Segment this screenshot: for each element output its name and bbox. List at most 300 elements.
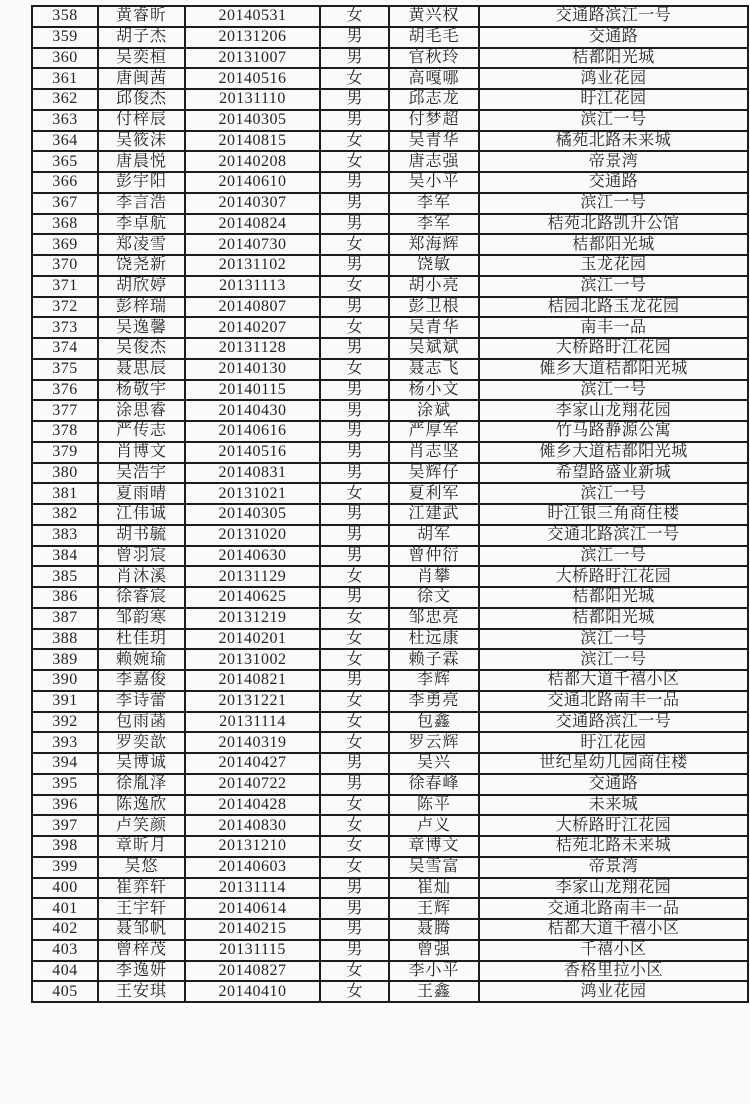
cell-gender: 女 [320, 857, 389, 878]
table-row [32, 338, 748, 359]
cell-gender: 女 [320, 981, 389, 1002]
table-row [32, 753, 748, 774]
table-row [32, 234, 748, 255]
cell-parent: 严厚军 [389, 421, 479, 442]
cell-name: 李言浩 [98, 193, 185, 214]
cell-no: 386 [32, 587, 98, 608]
cell-dob: 20131002 [185, 649, 320, 670]
cell-dob: 20140130 [185, 359, 320, 380]
cell-gender: 男 [320, 27, 389, 48]
cell-parent: 李小平 [389, 961, 479, 982]
cell-parent: 赖子霖 [389, 649, 479, 670]
cell-dob: 20131206 [185, 27, 320, 48]
cell-no: 359 [32, 27, 98, 48]
cell-address: 李家山龙翔花园 [479, 400, 748, 421]
cell-parent: 肖志坚 [389, 442, 479, 463]
cell-dob: 20131219 [185, 608, 320, 629]
cell-gender: 男 [320, 753, 389, 774]
cell-address: 未来城 [479, 795, 748, 816]
cell-dob: 20140305 [185, 504, 320, 525]
cell-name: 曾羽宸 [98, 546, 185, 567]
table-row [32, 421, 748, 442]
cell-name: 崔弈轩 [98, 878, 185, 899]
cell-name: 彭宇阳 [98, 172, 185, 193]
cell-dob: 20140603 [185, 857, 320, 878]
cell-name: 胡欣婷 [98, 276, 185, 297]
cell-name: 邹韵寒 [98, 608, 185, 629]
cell-address: 大桥路盱江花园 [479, 338, 748, 359]
table-row [32, 483, 748, 504]
cell-address: 交通路 [479, 27, 748, 48]
cell-dob: 20140827 [185, 961, 320, 982]
cell-parent: 彭卫根 [389, 297, 479, 318]
cell-gender: 男 [320, 878, 389, 899]
cell-parent: 胡小亮 [389, 276, 479, 297]
cell-dob: 20140208 [185, 151, 320, 172]
cell-no: 375 [32, 359, 98, 380]
cell-no: 404 [32, 961, 98, 982]
cell-name: 饶尧新 [98, 255, 185, 276]
cell-parent: 高嘎哪 [389, 68, 479, 89]
cell-name: 严传志 [98, 421, 185, 442]
table-row [32, 587, 748, 608]
cell-parent: 涂斌 [389, 400, 479, 421]
cell-address: 希望路盛业新城 [479, 463, 748, 484]
table-row [32, 27, 748, 48]
cell-no: 376 [32, 380, 98, 401]
table-row [32, 359, 748, 380]
cell-name: 吴奕桓 [98, 48, 185, 69]
cell-no: 358 [32, 6, 98, 27]
cell-dob: 20140215 [185, 919, 320, 940]
cell-address: 交通路滨江一号 [479, 712, 748, 733]
cell-address: 桔都阳光城 [479, 48, 748, 69]
cell-dob: 20131128 [185, 338, 320, 359]
cell-parent: 黄兴权 [389, 6, 479, 27]
cell-address: 盱江银三角商住楼 [479, 504, 748, 525]
cell-parent: 吴青华 [389, 317, 479, 338]
cell-name: 李逸妍 [98, 961, 185, 982]
cell-name: 徐睿宸 [98, 587, 185, 608]
table-row [32, 214, 748, 235]
cell-gender: 男 [320, 193, 389, 214]
cell-no: 378 [32, 421, 98, 442]
cell-dob: 20140807 [185, 297, 320, 318]
cell-dob: 20140830 [185, 815, 320, 836]
cell-no: 361 [32, 68, 98, 89]
cell-gender: 男 [320, 172, 389, 193]
cell-gender: 女 [320, 649, 389, 670]
cell-parent: 王鑫 [389, 981, 479, 1002]
cell-name: 涂思睿 [98, 400, 185, 421]
table-row [32, 89, 748, 110]
table-row [32, 898, 748, 919]
cell-name: 李卓航 [98, 214, 185, 235]
cell-no: 381 [32, 483, 98, 504]
table-row [32, 857, 748, 878]
cell-dob: 20131113 [185, 276, 320, 297]
cell-dob: 20131007 [185, 48, 320, 69]
cell-gender: 女 [320, 836, 389, 857]
cell-parent: 章博文 [389, 836, 479, 857]
cell-name: 胡子杰 [98, 27, 185, 48]
cell-dob: 20140410 [185, 981, 320, 1002]
cell-gender: 女 [320, 795, 389, 816]
cell-no: 396 [32, 795, 98, 816]
cell-parent: 罗云辉 [389, 732, 479, 753]
table-row [32, 380, 748, 401]
cell-name: 赖婉瑜 [98, 649, 185, 670]
table-row [32, 712, 748, 733]
cell-name: 罗奕歆 [98, 732, 185, 753]
cell-dob: 20140307 [185, 193, 320, 214]
table-row [32, 649, 748, 670]
cell-address: 交通路 [479, 172, 748, 193]
cell-parent: 聂志飞 [389, 359, 479, 380]
cell-address: 滨江一号 [479, 110, 748, 131]
cell-address: 交通北路南丰一品 [479, 691, 748, 712]
cell-no: 374 [32, 338, 98, 359]
table-row [32, 151, 748, 172]
cell-no: 367 [32, 193, 98, 214]
cell-address: 玉龙花园 [479, 255, 748, 276]
cell-name: 李嘉俊 [98, 670, 185, 691]
cell-parent: 肖攀 [389, 566, 479, 587]
student-roster-table [31, 5, 749, 1003]
cell-no: 363 [32, 110, 98, 131]
cell-address: 滨江一号 [479, 629, 748, 650]
table-row [32, 629, 748, 650]
cell-parent: 胡毛毛 [389, 27, 479, 48]
table-row [32, 878, 748, 899]
cell-name: 夏雨晴 [98, 483, 185, 504]
cell-gender: 男 [320, 546, 389, 567]
cell-name: 杨敬宇 [98, 380, 185, 401]
cell-name: 唐晨悦 [98, 151, 185, 172]
cell-no: 373 [32, 317, 98, 338]
cell-parent: 王辉 [389, 898, 479, 919]
cell-parent: 杨小文 [389, 380, 479, 401]
cell-name: 胡书毓 [98, 525, 185, 546]
cell-gender: 男 [320, 774, 389, 795]
table-row [32, 815, 748, 836]
cell-name: 曾梓茂 [98, 940, 185, 961]
cell-address: 大桥路盱江花园 [479, 815, 748, 836]
cell-gender: 男 [320, 89, 389, 110]
cell-address: 滨江一号 [479, 483, 748, 504]
cell-no: 385 [32, 566, 98, 587]
cell-address: 李家山龙翔花园 [479, 878, 748, 899]
cell-address: 桔都阳光城 [479, 234, 748, 255]
cell-address: 桔苑北路未来城 [479, 836, 748, 857]
cell-name: 卢笑颜 [98, 815, 185, 836]
cell-parent: 吴辉仔 [389, 463, 479, 484]
cell-gender: 男 [320, 255, 389, 276]
cell-address: 交通路 [479, 774, 748, 795]
cell-address: 橘苑北路未来城 [479, 131, 748, 152]
cell-parent: 江建武 [389, 504, 479, 525]
cell-gender: 男 [320, 463, 389, 484]
cell-gender: 男 [320, 338, 389, 359]
cell-dob: 20131020 [185, 525, 320, 546]
cell-no: 362 [32, 89, 98, 110]
cell-name: 黄睿昕 [98, 6, 185, 27]
cell-dob: 20131110 [185, 89, 320, 110]
cell-no: 380 [32, 463, 98, 484]
cell-name: 王安琪 [98, 981, 185, 1002]
cell-address: 桔都阳光城 [479, 608, 748, 629]
cell-parent: 吴小平 [389, 172, 479, 193]
table-row [32, 566, 748, 587]
cell-address: 帝景湾 [479, 151, 748, 172]
cell-parent: 吴斌斌 [389, 338, 479, 359]
cell-no: 397 [32, 815, 98, 836]
cell-address: 交通北路南丰一品 [479, 898, 748, 919]
cell-no: 383 [32, 525, 98, 546]
cell-name: 吴筱沫 [98, 131, 185, 152]
cell-address: 盱江花园 [479, 89, 748, 110]
cell-gender: 女 [320, 234, 389, 255]
cell-no: 360 [32, 48, 98, 69]
cell-dob: 20140207 [185, 317, 320, 338]
cell-address: 南丰一品 [479, 317, 748, 338]
cell-gender: 男 [320, 380, 389, 401]
cell-gender: 女 [320, 276, 389, 297]
cell-dob: 20140201 [185, 629, 320, 650]
cell-dob: 20140614 [185, 898, 320, 919]
cell-gender: 男 [320, 898, 389, 919]
cell-parent: 邹忠亮 [389, 608, 479, 629]
cell-dob: 20131114 [185, 712, 320, 733]
cell-gender: 女 [320, 131, 389, 152]
cell-gender: 男 [320, 919, 389, 940]
cell-dob: 20140815 [185, 131, 320, 152]
cell-dob: 20140831 [185, 463, 320, 484]
cell-gender: 男 [320, 504, 389, 525]
table-row [32, 400, 748, 421]
table-row [32, 774, 748, 795]
cell-gender: 男 [320, 214, 389, 235]
cell-gender: 男 [320, 442, 389, 463]
table-row [32, 836, 748, 857]
cell-dob: 20140305 [185, 110, 320, 131]
cell-no: 400 [32, 878, 98, 899]
cell-gender: 男 [320, 110, 389, 131]
cell-dob: 20131021 [185, 483, 320, 504]
table-row [32, 608, 748, 629]
cell-name: 陈逸欣 [98, 795, 185, 816]
table-row [32, 732, 748, 753]
cell-parent: 徐春峰 [389, 774, 479, 795]
cell-address: 滨江一号 [479, 546, 748, 567]
cell-address: 滨江一号 [479, 276, 748, 297]
cell-gender: 女 [320, 68, 389, 89]
cell-dob: 20140616 [185, 421, 320, 442]
cell-no: 399 [32, 857, 98, 878]
cell-parent: 唐志强 [389, 151, 479, 172]
cell-dob: 20140722 [185, 774, 320, 795]
cell-dob: 20140319 [185, 732, 320, 753]
cell-parent: 付梦超 [389, 110, 479, 131]
cell-no: 401 [32, 898, 98, 919]
cell-no: 384 [32, 546, 98, 567]
table-row [32, 795, 748, 816]
cell-parent: 聂腾 [389, 919, 479, 940]
cell-no: 405 [32, 981, 98, 1002]
cell-no: 393 [32, 732, 98, 753]
cell-dob: 20140516 [185, 442, 320, 463]
cell-dob: 20131210 [185, 836, 320, 857]
cell-dob: 20140115 [185, 380, 320, 401]
table-row [32, 691, 748, 712]
cell-gender: 女 [320, 608, 389, 629]
table-row [32, 919, 748, 940]
cell-no: 402 [32, 919, 98, 940]
cell-parent: 徐文 [389, 587, 479, 608]
cell-name: 吴博诚 [98, 753, 185, 774]
records-tbody [32, 6, 748, 1002]
table-row [32, 172, 748, 193]
cell-dob: 20140427 [185, 753, 320, 774]
cell-name: 邱俊杰 [98, 89, 185, 110]
cell-address: 香格里拉小区 [479, 961, 748, 982]
cell-parent: 吴雪富 [389, 857, 479, 878]
cell-address: 世纪星幼儿园商住楼 [479, 753, 748, 774]
cell-gender: 女 [320, 712, 389, 733]
cell-gender: 男 [320, 940, 389, 961]
cell-address: 傩乡大道桔都阳光城 [479, 442, 748, 463]
table-row [32, 48, 748, 69]
cell-no: 382 [32, 504, 98, 525]
table-row [32, 276, 748, 297]
cell-parent: 李军 [389, 193, 479, 214]
cell-gender: 男 [320, 670, 389, 691]
cell-parent: 吴兴 [389, 753, 479, 774]
cell-name: 杜佳玥 [98, 629, 185, 650]
table-row [32, 110, 748, 131]
cell-dob: 20131102 [185, 255, 320, 276]
cell-name: 唐闽茜 [98, 68, 185, 89]
cell-dob: 20140630 [185, 546, 320, 567]
cell-name: 聂思辰 [98, 359, 185, 380]
cell-name: 李诗蕾 [98, 691, 185, 712]
cell-dob: 20131115 [185, 940, 320, 961]
cell-parent: 郑海辉 [389, 234, 479, 255]
table-row [32, 525, 748, 546]
cell-parent: 夏利军 [389, 483, 479, 504]
cell-parent: 胡军 [389, 525, 479, 546]
cell-gender: 男 [320, 525, 389, 546]
cell-no: 391 [32, 691, 98, 712]
cell-gender: 男 [320, 400, 389, 421]
cell-address: 桔都阳光城 [479, 587, 748, 608]
cell-address: 滨江一号 [479, 193, 748, 214]
cell-name: 章昕月 [98, 836, 185, 857]
cell-gender: 男 [320, 48, 389, 69]
cell-address: 滨江一号 [479, 380, 748, 401]
cell-address: 大桥路盱江花园 [479, 566, 748, 587]
cell-name: 王宇轩 [98, 898, 185, 919]
cell-parent: 官秋玲 [389, 48, 479, 69]
cell-address: 交通北路滨江一号 [479, 525, 748, 546]
cell-dob: 20140610 [185, 172, 320, 193]
cell-name: 聂邹帆 [98, 919, 185, 940]
cell-name: 吴逸馨 [98, 317, 185, 338]
cell-no: 370 [32, 255, 98, 276]
cell-address: 鸿业花园 [479, 68, 748, 89]
cell-address: 桔都大道千禧小区 [479, 670, 748, 691]
table-row [32, 546, 748, 567]
cell-name: 吴俊杰 [98, 338, 185, 359]
cell-no: 390 [32, 670, 98, 691]
table-row [32, 297, 748, 318]
cell-dob: 20140516 [185, 68, 320, 89]
table-row [32, 68, 748, 89]
table-row [32, 961, 748, 982]
cell-no: 403 [32, 940, 98, 961]
cell-no: 368 [32, 214, 98, 235]
cell-parent: 卢义 [389, 815, 479, 836]
table-row [32, 131, 748, 152]
cell-no: 377 [32, 400, 98, 421]
cell-no: 371 [32, 276, 98, 297]
cell-name: 肖博文 [98, 442, 185, 463]
cell-dob: 20131114 [185, 878, 320, 899]
cell-address: 桔都大道千禧小区 [479, 919, 748, 940]
cell-no: 369 [32, 234, 98, 255]
cell-no: 364 [32, 131, 98, 152]
cell-no: 398 [32, 836, 98, 857]
cell-dob: 20131221 [185, 691, 320, 712]
cell-gender: 女 [320, 151, 389, 172]
cell-gender: 女 [320, 961, 389, 982]
cell-parent: 饶敏 [389, 255, 479, 276]
cell-name: 徐胤泽 [98, 774, 185, 795]
cell-address: 交通路滨江一号 [479, 6, 748, 27]
table-row [32, 463, 748, 484]
cell-parent: 杜远康 [389, 629, 479, 650]
cell-gender: 女 [320, 6, 389, 27]
cell-gender: 女 [320, 629, 389, 650]
cell-gender: 女 [320, 732, 389, 753]
cell-gender: 女 [320, 359, 389, 380]
cell-gender: 女 [320, 317, 389, 338]
cell-no: 372 [32, 297, 98, 318]
cell-address: 帝景湾 [479, 857, 748, 878]
cell-dob: 20140625 [185, 587, 320, 608]
cell-no: 395 [32, 774, 98, 795]
cell-parent: 曾仲衍 [389, 546, 479, 567]
table-row [32, 442, 748, 463]
table-row [32, 317, 748, 338]
cell-no: 366 [32, 172, 98, 193]
cell-dob: 20140531 [185, 6, 320, 27]
cell-address: 竹马路静源公寓 [479, 421, 748, 442]
cell-gender: 男 [320, 587, 389, 608]
cell-no: 365 [32, 151, 98, 172]
cell-gender: 女 [320, 691, 389, 712]
cell-name: 包雨菡 [98, 712, 185, 733]
cell-dob: 20140821 [185, 670, 320, 691]
cell-no: 387 [32, 608, 98, 629]
cell-parent: 曾强 [389, 940, 479, 961]
cell-name: 吴浩宇 [98, 463, 185, 484]
cell-name: 彭梓瑞 [98, 297, 185, 318]
cell-name: 付梓辰 [98, 110, 185, 131]
cell-gender: 女 [320, 483, 389, 504]
table-row [32, 193, 748, 214]
cell-address: 桔苑北路凯升公馆 [479, 214, 748, 235]
